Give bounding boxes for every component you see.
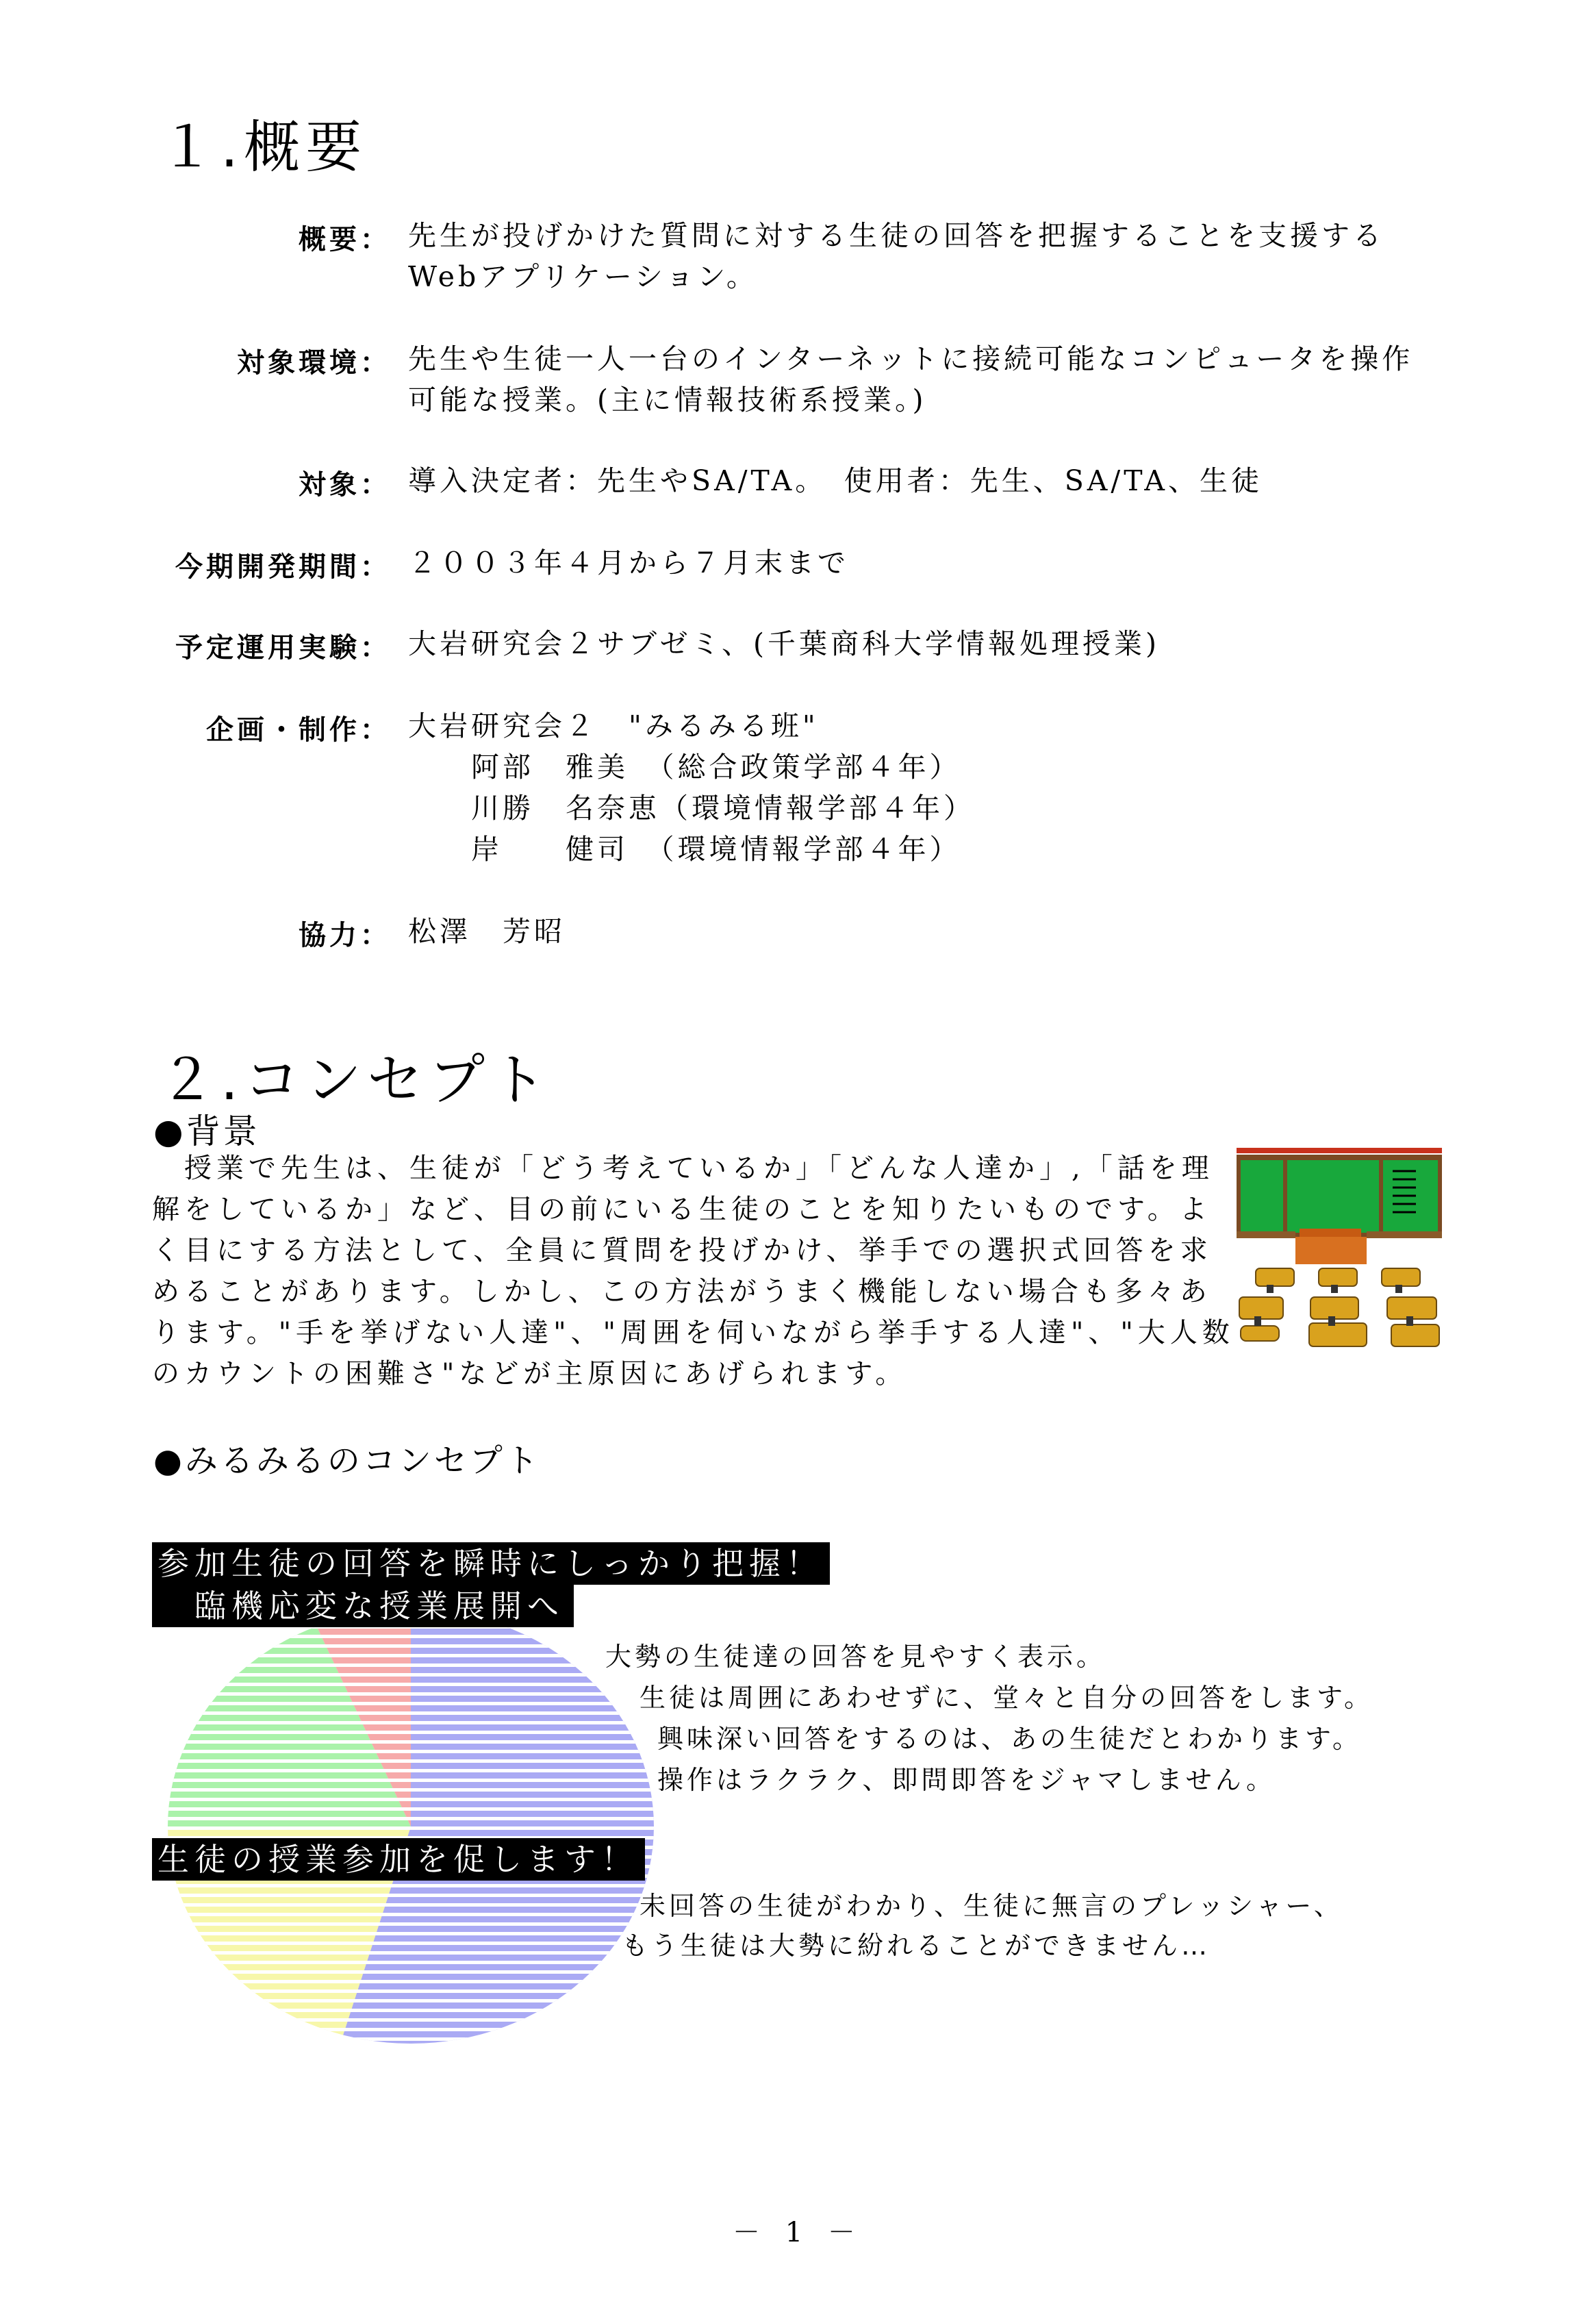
section-2-title: ２.コンセプト — [159, 1048, 553, 1113]
label-planned-trial: 予定運用実験： — [175, 632, 391, 664]
point-interesting-answer: 興味深い回答をするのは、あの生徒だとわかります。 — [657, 1724, 1362, 1754]
label-cooperation: 協力： — [299, 920, 391, 951]
point-own-answer: 生徒は周囲にあわせずに、堂々と自分の回答をします。 — [639, 1683, 1373, 1713]
background-paragraph: 授業で先生は、生徒が「どう考えているか」「どんな人達か」,「話を理 解をしているか」など、目の前にいる生徒のことを知りたいものです。よ く目にする方法として、全員に質問を投げかけ、挙手での選択式回答を求 めることがあります。しかし、この方法がうまく機能しない場合も多々あ ります。"手を挙げない人達"、"周囲を伺いながら挙手する人達"、"大人数 のカウントの困難さ"などが主原因にあげられます。 — [152, 1153, 1234, 1390]
banner-flexible-lesson: 臨機応変な授業展開へ — [152, 1585, 574, 1627]
point-easy-operation: 操作はラクラク、即問即答をジャマしません。 — [657, 1765, 1276, 1795]
answer-pie-chart — [168, 1609, 654, 2044]
value-dev-period: ２００３年４月から７月末まで — [408, 547, 849, 579]
page-number: － 1 － — [733, 2217, 863, 2248]
label-overview: 概要： — [299, 224, 391, 255]
value-overview: 先生が投げかけた質問に対する生徒の回答を把握することを支援する Webアプリケーション。 — [408, 219, 1384, 293]
value-production: 大岩研究会２ "みるみる班" 阿部 雅美 （総合政策学部４年） 川勝 名奈恵（環境情報学部４年） 岸 健司 （環境情報学部４年） — [408, 710, 975, 866]
value-target: 導入決定者：先生やSA/TA。 使用者：先生、SA/TA、生徒 — [408, 464, 1263, 497]
label-dev-period: 今期開発期間： — [175, 551, 391, 583]
label-environment: 対象環境： — [237, 347, 391, 379]
concept-heading: ●みるみるのコンセプト — [153, 1442, 541, 1480]
value-cooperation: 松澤 芳昭 — [408, 915, 566, 948]
value-environment: 先生や生徒一人一台のインターネットに接続可能なコンピュータを操作 可能な授業。(主に情報技術系授業。) — [408, 342, 1414, 416]
label-target: 対象： — [299, 469, 391, 501]
section-1-title: １.概要 — [159, 115, 368, 180]
point-no-hiding: もう生徒は大勢に紛れることができません… — [622, 1931, 1211, 1961]
point-unanswered: 未回答の生徒がわかり、生徒に無言のプレッシャー、 — [639, 1891, 1343, 1921]
value-planned-trial: 大岩研究会２サブゼミ、(千葉商科大学情報処理授業) — [408, 627, 1160, 660]
banner-participation: 生徒の授業参加を促します！ — [152, 1838, 645, 1881]
point-display: 大勢の生徒達の回答を見やすく表示。 — [605, 1642, 1106, 1672]
classroom-illustration — [1237, 1148, 1442, 1351]
background-heading: ●背景 — [153, 1112, 260, 1151]
banner-grasp-answers: 参加生徒の回答を瞬時にしっかり把握！ — [152, 1542, 830, 1585]
label-production: 企画・制作： — [206, 714, 391, 746]
